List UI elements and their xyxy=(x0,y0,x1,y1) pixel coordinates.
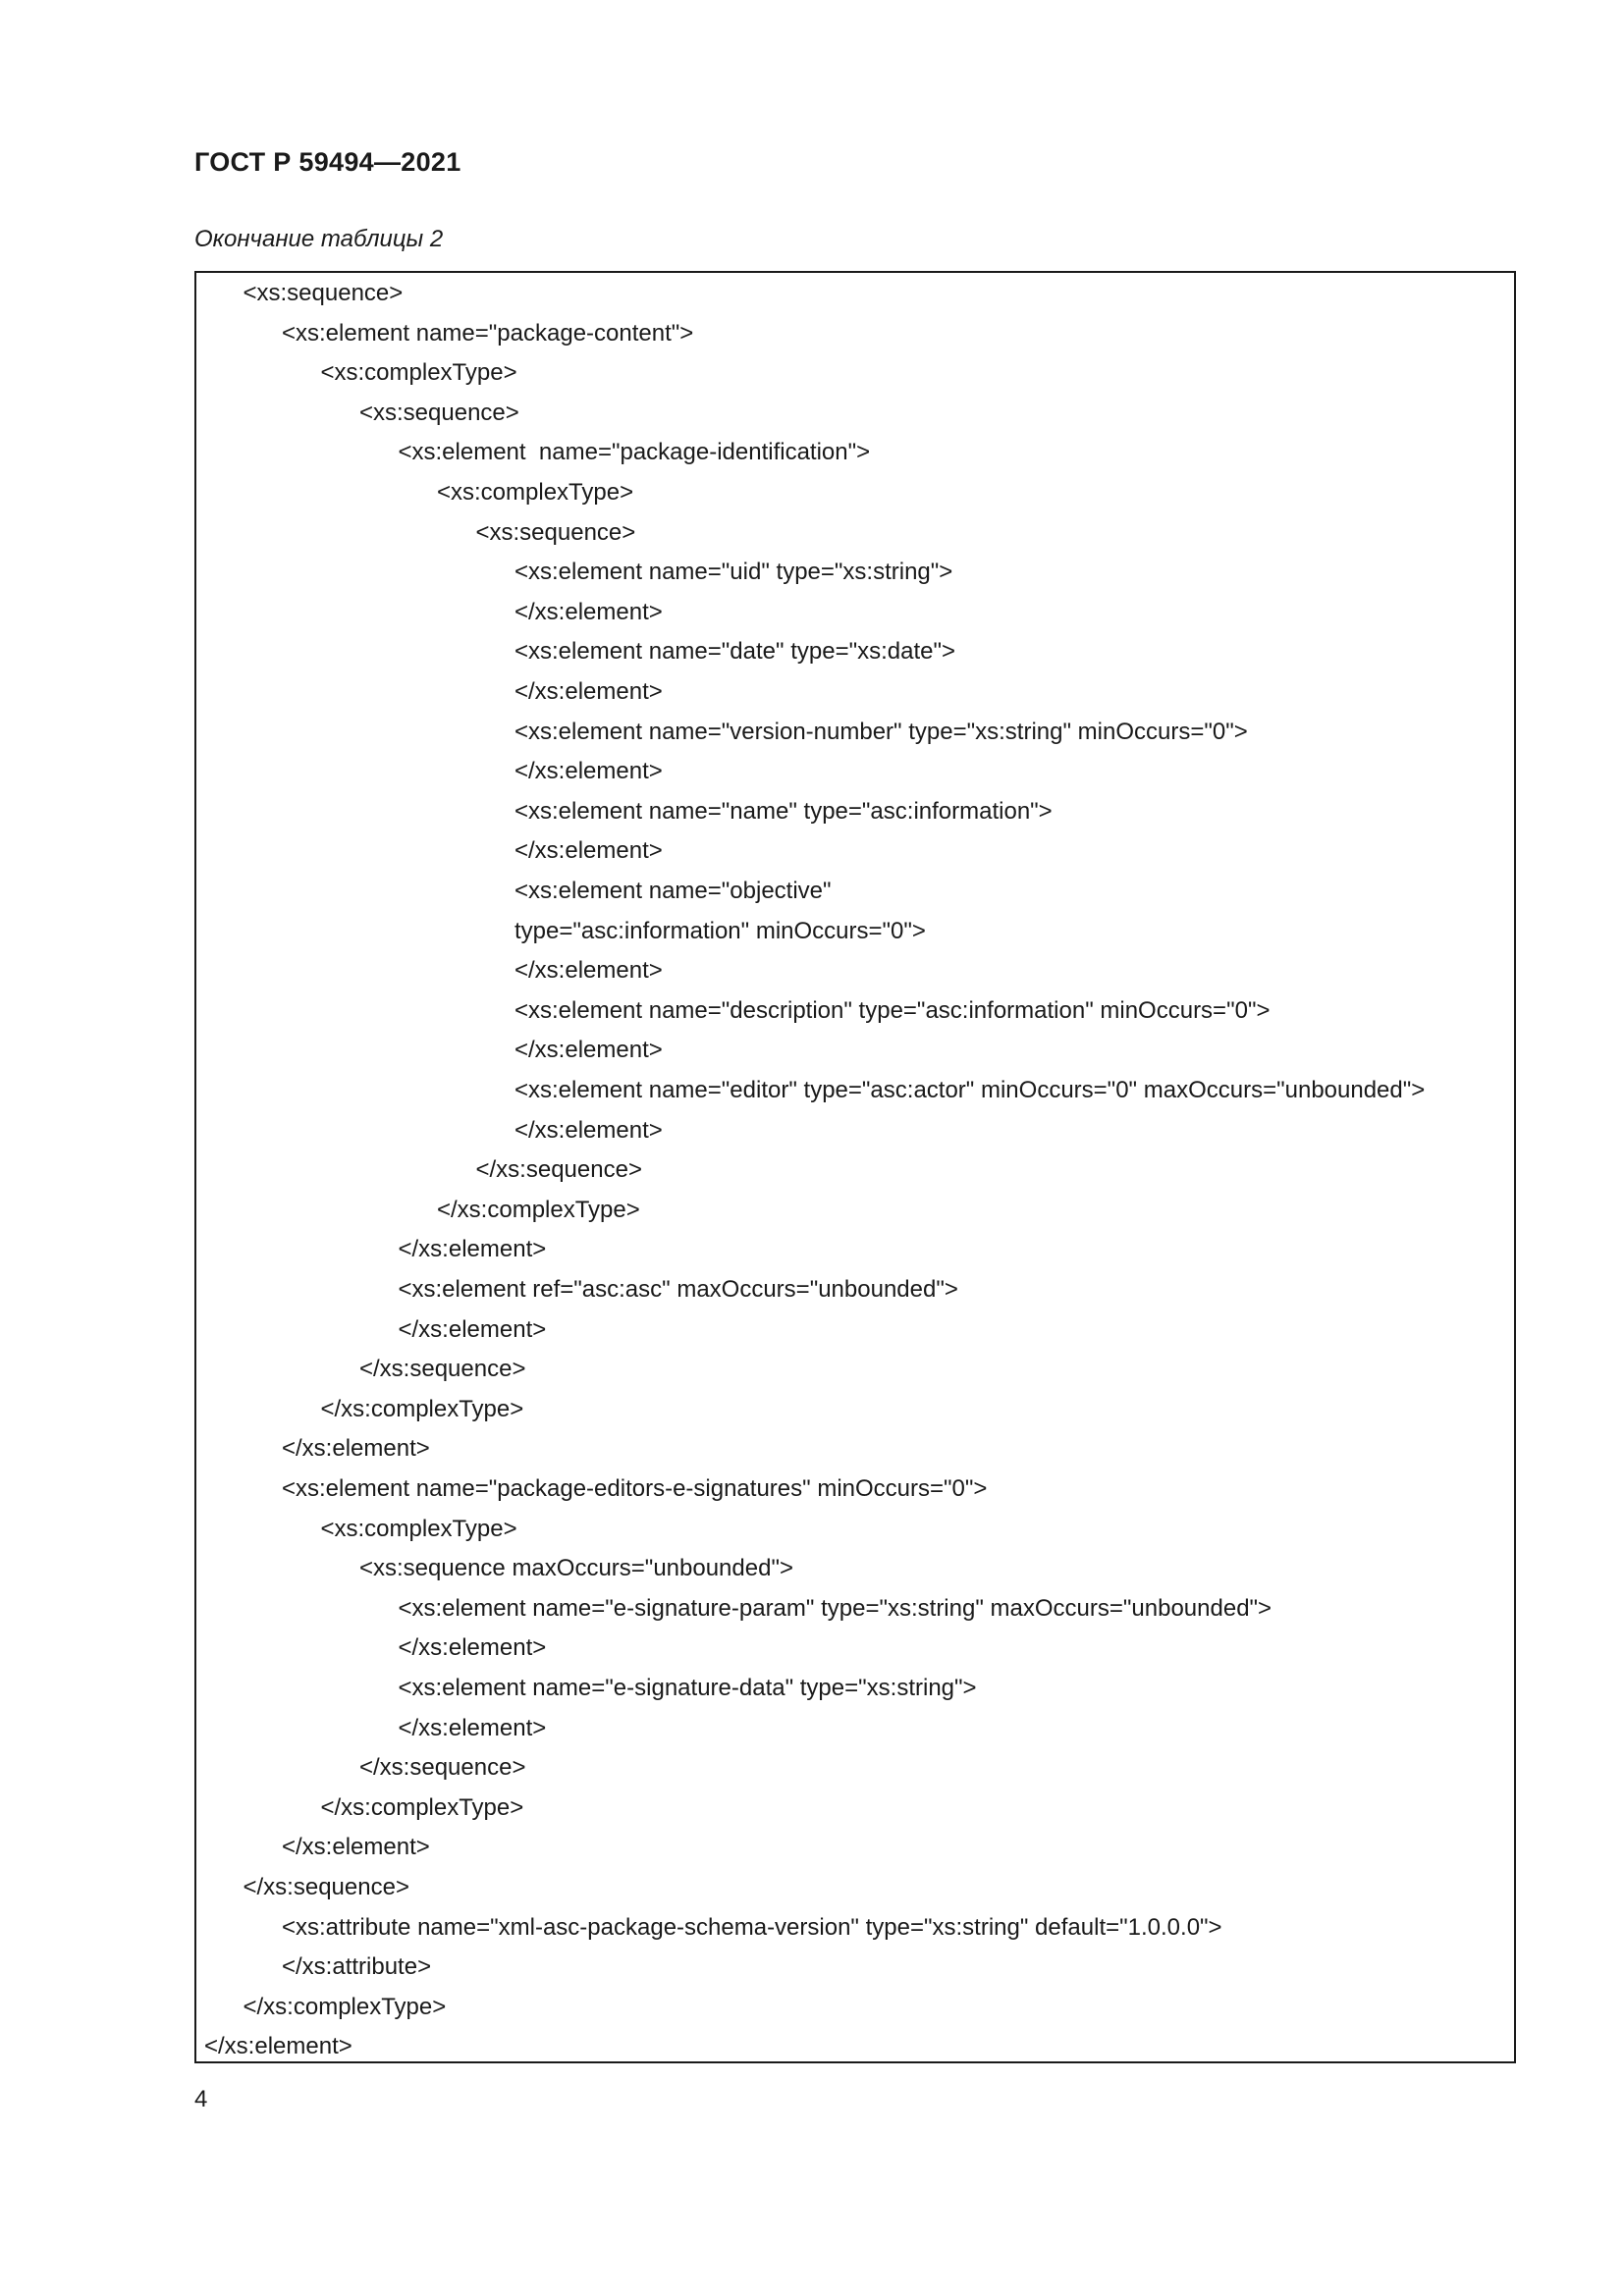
code-line: </xs:sequence> xyxy=(359,1754,526,1782)
xml-schema-table xyxy=(194,271,1516,2063)
code-line: <xs:element name="package-content"> xyxy=(282,319,694,347)
code-line: <xs:element name="date" type="xs:date"> xyxy=(514,638,956,666)
code-line: </xs:sequence> xyxy=(475,1156,642,1184)
code-line: <xs:element name="editor" type="asc:actor" minOccurs="0" maxOccurs="unbounded"> xyxy=(514,1077,1426,1103)
code-line: <xs:element name="package-identification"> xyxy=(398,439,871,466)
code-line: <xs:element name="package-editors-e-signatures" minOccurs="0"> xyxy=(282,1475,988,1502)
code-line: </xs:element> xyxy=(398,1714,547,1741)
code-line: </xs:element> xyxy=(514,837,663,865)
code-line: <xs:sequence> xyxy=(243,280,404,306)
code-line: </xs:element> xyxy=(514,1037,663,1064)
code-line: <xs:sequence maxOccurs="unbounded"> xyxy=(359,1555,793,1582)
code-line: </xs:element> xyxy=(514,957,663,985)
code-line: </xs:element> xyxy=(204,2033,352,2060)
code-line: <xs:element name="uid" type="xs:string"> xyxy=(514,559,953,586)
code-line: </xs:complexType> xyxy=(243,1993,447,2020)
code-line: </xs:attribute> xyxy=(282,1953,432,1981)
code-line: </xs:element> xyxy=(398,1315,547,1343)
code-line: <xs:element name="e-signature-data" type="xs:string"> xyxy=(398,1675,977,1701)
code-line: type="asc:information" minOccurs="0"> xyxy=(514,917,926,944)
code-line: </xs:element> xyxy=(398,1634,547,1662)
page-number: 4 xyxy=(194,2086,208,2112)
code-line: </xs:element> xyxy=(282,1834,430,1861)
code-line: </xs:sequence> xyxy=(243,1874,409,1900)
code-line: </xs:element> xyxy=(514,598,663,625)
code-line: </xs:complexType> xyxy=(320,1793,524,1821)
code-line: </xs:element> xyxy=(398,1236,547,1263)
code-line: </xs:complexType> xyxy=(320,1395,524,1422)
code-line: <xs:sequence> xyxy=(475,518,636,546)
code-line: </xs:element> xyxy=(514,758,663,785)
code-line: </xs:sequence> xyxy=(359,1356,526,1383)
code-line: <xs:complexType> xyxy=(320,1515,517,1542)
code-line: <xs:sequence> xyxy=(359,399,519,426)
code-line: <xs:element name="e-signature-param" type="xs:string" maxOccurs="unbounded"> xyxy=(398,1594,1272,1622)
table-caption: Окончание таблицы 2 xyxy=(194,226,444,252)
code-line: <xs:element name="name" type="asc:information"> xyxy=(514,797,1053,825)
code-line: </xs:complexType> xyxy=(437,1196,640,1223)
code-line: <xs:element ref="asc:asc" maxOccurs="unbounded"> xyxy=(398,1276,958,1303)
code-line: <xs:complexType> xyxy=(437,479,634,506)
code-line: <xs:element name="objective" xyxy=(514,878,832,904)
code-line: </xs:element> xyxy=(514,1116,663,1144)
code-line: </xs:element> xyxy=(282,1435,430,1463)
code-line: </xs:element> xyxy=(514,678,663,705)
standard-title: ГОСТ Р 59494—2021 xyxy=(194,147,461,177)
code-line: <xs:complexType> xyxy=(320,359,517,387)
code-line: <xs:element name="version-number" type="xs:string" minOccurs="0"> xyxy=(514,718,1248,745)
code-line: <xs:element name="description" type="asc:information" minOccurs="0"> xyxy=(514,996,1271,1024)
code-line: <xs:attribute name="xml-asc-package-schema-version" type="xs:string" default="1.0.0.0"> xyxy=(282,1913,1222,1941)
